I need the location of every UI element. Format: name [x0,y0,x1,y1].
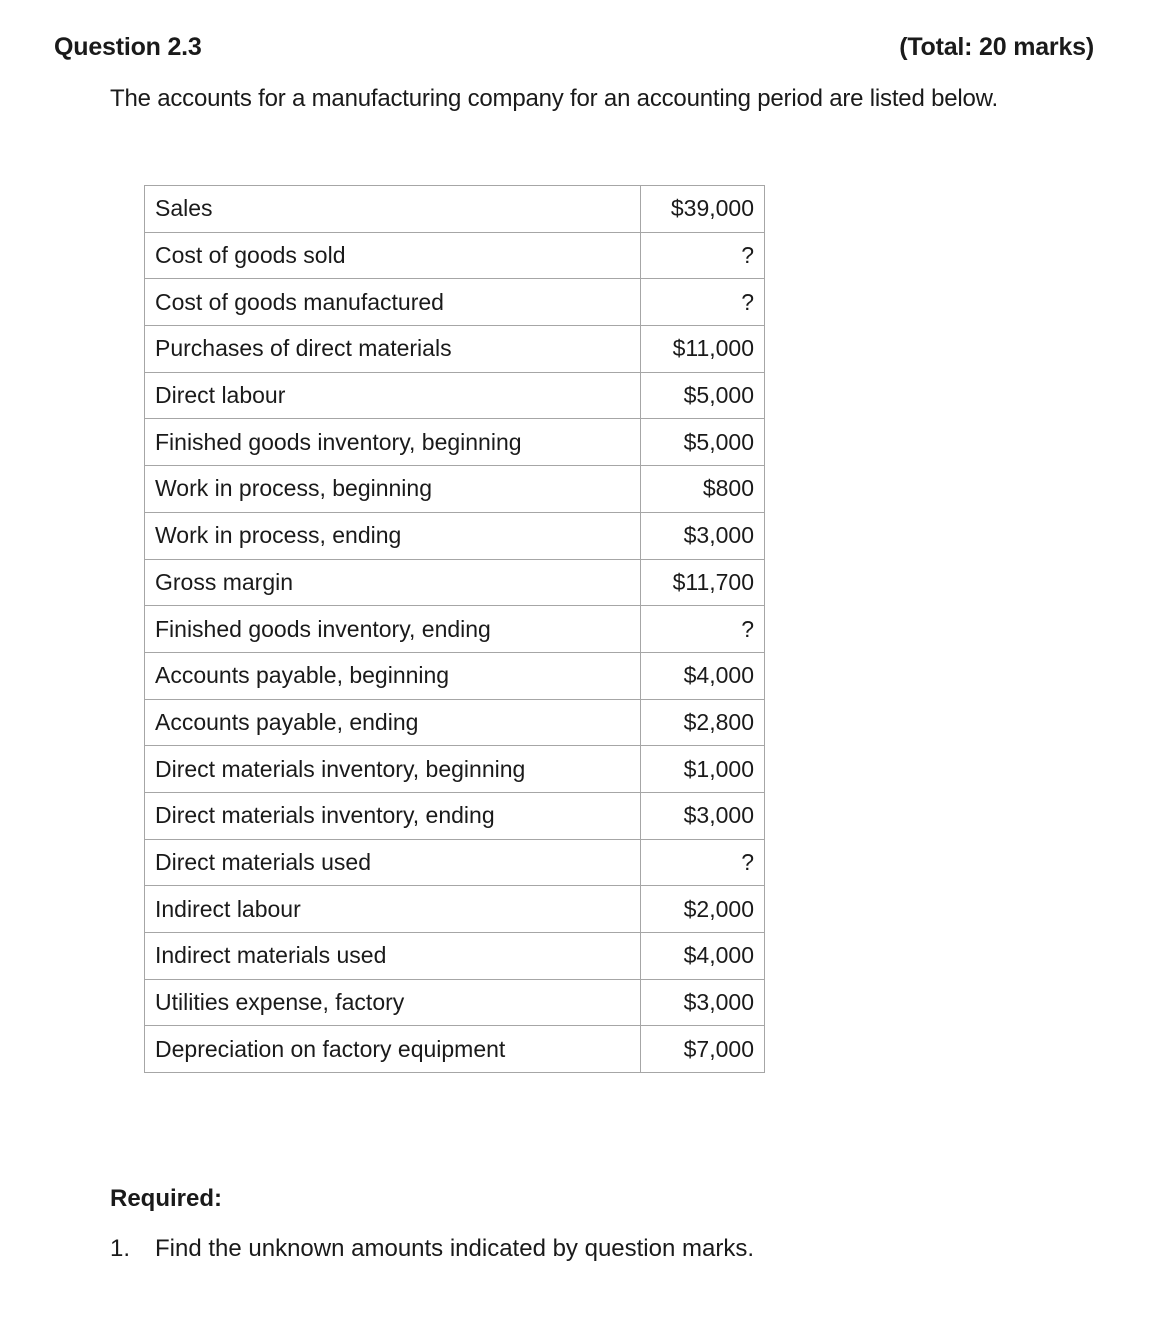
table-row [145,466,765,513]
question-intro: The accounts for a manufacturing company for an accounting period are listed below. [110,85,998,112]
table-row [145,979,765,1026]
table-row [145,652,765,699]
required-heading: Required: [110,1185,223,1212]
account-amount: ? [641,606,765,653]
account-amount: $3,000 [641,792,765,839]
account-label: Cost of goods sold [145,232,641,279]
table-row [145,699,765,746]
account-amount: $5,000 [641,419,765,466]
account-label: Direct materials used [145,839,641,886]
table-row [145,1026,765,1073]
account-amount: $4,000 [641,652,765,699]
account-label: Work in process, beginning [145,466,641,513]
account-label: Gross margin [145,559,641,606]
required-item [110,1235,754,1263]
accounts-table [144,185,765,1073]
account-amount: ? [641,279,765,326]
required-item-text: Find the unknown amounts indicated by question marks. [155,1235,755,1262]
table-row [145,839,765,886]
account-label: Cost of goods manufactured [145,279,641,326]
account-amount: ? [641,232,765,279]
table-row [145,606,765,653]
account-amount: $2,800 [641,699,765,746]
account-label: Utilities expense, factory [145,979,641,1026]
account-amount: $39,000 [641,186,765,233]
table-row [145,792,765,839]
account-amount: $3,000 [641,512,765,559]
account-label: Direct materials inventory, beginning [145,746,641,793]
table-row [145,886,765,933]
account-label: Accounts payable, beginning [145,652,641,699]
account-amount: $2,000 [641,886,765,933]
account-amount: $3,000 [641,979,765,1026]
account-label: Direct materials inventory, ending [145,792,641,839]
table-row [145,933,765,980]
table-row [145,279,765,326]
account-label: Finished goods inventory, ending [145,606,641,653]
account-amount: $5,000 [641,372,765,419]
account-amount: $7,000 [641,1026,765,1073]
account-label: Depreciation on factory equipment [145,1026,641,1073]
account-label: Indirect materials used [145,933,641,980]
account-label: Purchases of direct materials [145,326,641,373]
account-amount: $4,000 [641,933,765,980]
accounts-table-body [145,186,765,1073]
account-amount: $800 [641,466,765,513]
account-amount: $11,000 [641,326,765,373]
account-label: Direct labour [145,372,641,419]
table-row [145,746,765,793]
question-title: Question 2.3 [54,33,202,61]
account-amount: $1,000 [641,746,765,793]
table-row [145,419,765,466]
account-label: Finished goods inventory, beginning [145,419,641,466]
account-amount: ? [641,839,765,886]
total-marks: (Total: 20 marks) [899,33,1094,61]
table-row [145,512,765,559]
table-row [145,326,765,373]
table-row [145,559,765,606]
table-row [145,372,765,419]
required-item-number: 1. [110,1235,131,1262]
table-row [145,186,765,233]
account-label: Work in process, ending [145,512,641,559]
account-label: Indirect labour [145,886,641,933]
account-amount: $11,700 [641,559,765,606]
account-label: Accounts payable, ending [145,699,641,746]
account-label: Sales [145,186,641,233]
table-row [145,232,765,279]
